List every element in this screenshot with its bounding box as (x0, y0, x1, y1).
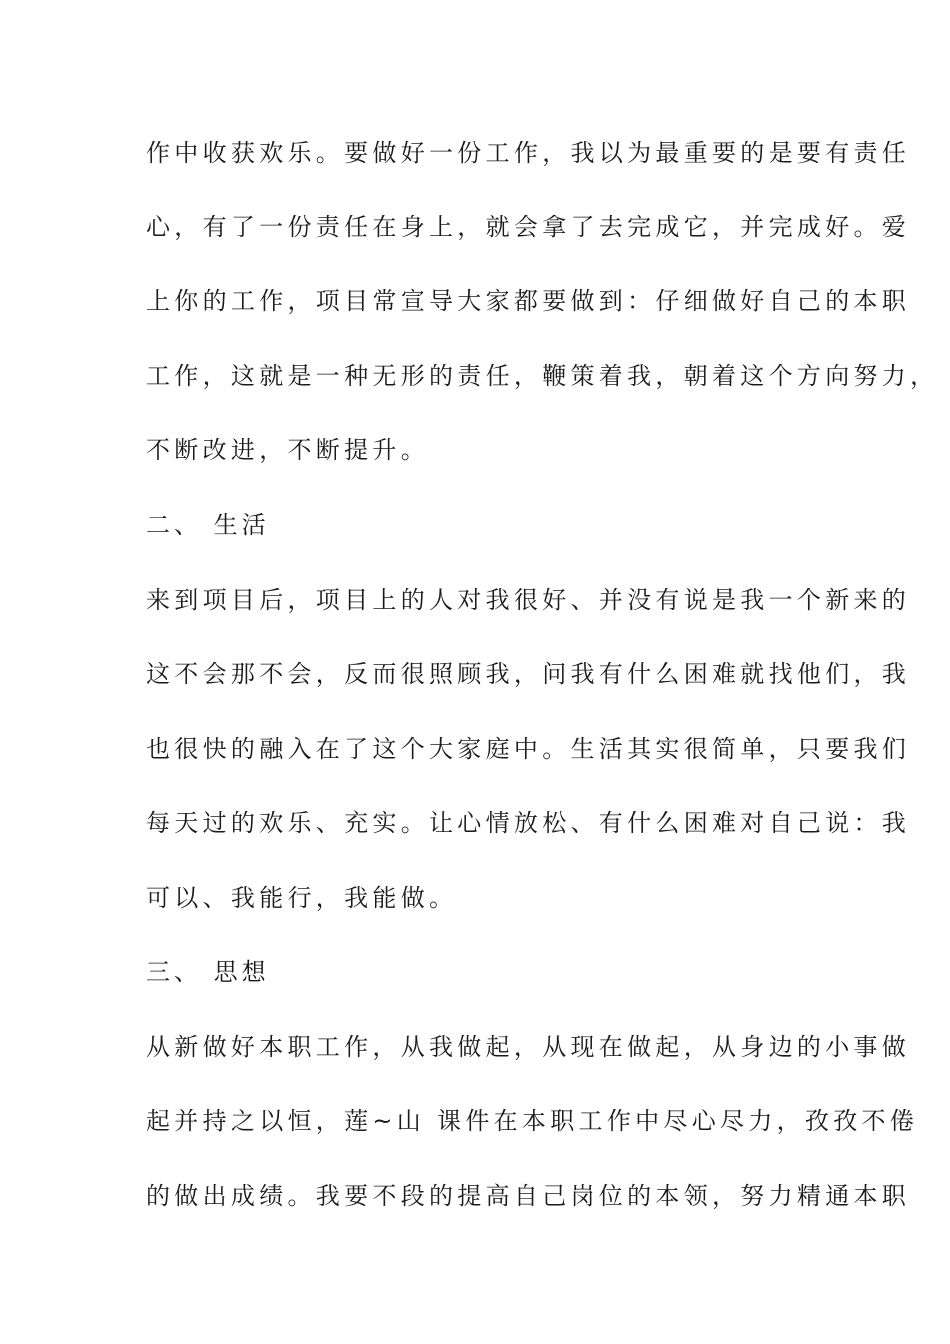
paragraph-line: 不断改进，不断提升。 (146, 436, 429, 464)
paragraph-line: 从新做好本职工作，从我做起，从现在做起，从身边的小事做 (146, 1033, 911, 1061)
section-heading-thought: 三、 思想 (146, 958, 270, 986)
paragraph-line: 来到项目后，项目上的人对我很好、并没有说是我一个新来的 (146, 586, 911, 614)
paragraph-line: 心，有了一份责任在身上，就会拿了去完成它，并完成好。爱 (146, 213, 911, 241)
paragraph-line: 的做出成绩。我要不段的提高自己岗位的本领，努力精通本职 (146, 1182, 911, 1210)
paragraph-line: 也很快的融入在了这个大家庭中。生活其实很简单，只要我们 (146, 735, 911, 763)
paragraph-line: 起并持之以恒，莲~山 课件在本职工作中尽心尽力，孜孜不倦 (146, 1107, 919, 1135)
section-heading-life: 二、 生活 (146, 511, 270, 539)
paragraph-line: 作中收获欢乐。要做好一份工作，我以为最重要的是要有责任 (146, 139, 911, 167)
paragraph-line: 每天过的欢乐、充实。让心情放松、有什么困难对自己说：我 (146, 809, 911, 837)
paragraph-line: 可以、我能行，我能做。 (146, 884, 458, 912)
paragraph-line: 上你的工作，项目常宣导大家都要做到：仔细做好自己的本职 (146, 287, 911, 315)
paragraph-line: 这不会那不会，反而很照顾我，问我有什么困难就找他们，我 (146, 660, 911, 688)
paragraph-line: 工作，这就是一种无形的责任，鞭策着我，朝着这个方向努力， (146, 362, 939, 390)
